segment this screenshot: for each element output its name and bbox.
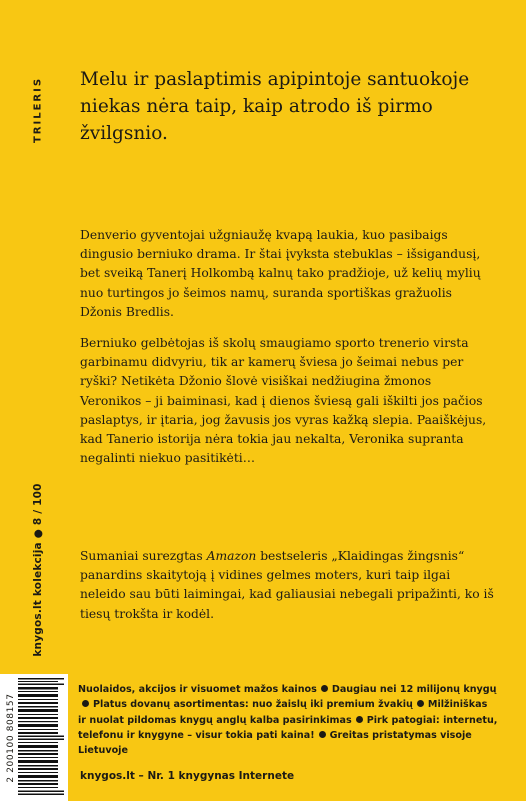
bullet-icon [321, 685, 328, 692]
benefit-item: Platus dovanų asortimentas: nuo žaislų iki premium žvakių [93, 699, 413, 711]
tagline: Melu ir paslaptimis apipintoje santuokoje niekas nėra taip, kaip atrodo iš pirmo žvilgsnio. [80, 69, 470, 144]
amazon-text: Amazon [206, 549, 257, 563]
benefit-item: Pirk patogiai: internetu, telefonu ir knygyne – visur tokia pati kaina! [78, 714, 498, 741]
benefit-item: Nuolaidos, akcijos ir visuomet mažos kainos [78, 684, 317, 695]
description-paragraph-2: Berniuko gelbėtojas iš skolų smaugiamo sporto trenerio virsta garbinamu didvyriu, tik ar kamerų šviesa jo šeimai nebus per ryški? Netikėta Džonio šlovė visiškai nedžiugina žmonos Veronikos – ji baiminasi, kad į dienos šviesą gali iškilti jos pačios paslaptys, ir įtaria, jog žavusis jos vyras kažką slepia. Paaiškėjus, kad Tanerio istorija nėra tokia jau nekalta, Veronika supranta negalinti niekuo pasitikėti… [80, 336, 487, 466]
benefit-item: Milžiniškas ir nuolat pildomas knygų anglų kalba pasirinkimas [78, 699, 488, 726]
store-benefits [78, 682, 498, 758]
genre-label [30, 62, 46, 158]
barcode-bars [18, 678, 64, 797]
collection-label [30, 470, 46, 670]
benefit-item: Greitas pristatymas visoje Lietuvoje [78, 729, 472, 757]
description-paragraph-1: Denverio gyventojai užgniaužę kvapą laukia, kuo pasibaigs dingusio berniuko drama. Ir štai įvyksta stebuklas – išsigandusį, bet sveiką Tanerį Holkombą kalnų tako pradžioje, už kelių mylių nuo turtingos jo šeimos namų, suranda sportiškas gražuolis Džonis Bredlis. [80, 228, 481, 319]
description-paragraph-3 [80, 547, 495, 624]
p3-rest: bestseleris „Klaidingas žingsnis“ panardins skaitytoją į vidines gelmes moters, kuri taip ilgai neleido sau būti laimingai, kad galiausiai nebegali pripažinti, ko iš tiesų trokšta ir kodėl. [80, 549, 494, 621]
bullet-icon [417, 700, 424, 707]
benefit-item: Daugiau nei 12 milijonų knygų [331, 684, 497, 695]
barcode-number-text: 2 200100 808157 [6, 692, 16, 783]
bullet-icon [319, 731, 326, 738]
barcode-number [4, 674, 18, 801]
collection-text: knygos.lt kolekcija ● 8 / 100 [32, 483, 44, 657]
store-slogan: knygos.lt – Nr. 1 knygynas Internete [80, 770, 295, 782]
p3-intro: Sumaniai surezgtas [80, 549, 207, 563]
bullet-icon [356, 716, 363, 723]
bullet-icon [82, 700, 89, 707]
genre-text: TRILERIS [32, 76, 44, 144]
